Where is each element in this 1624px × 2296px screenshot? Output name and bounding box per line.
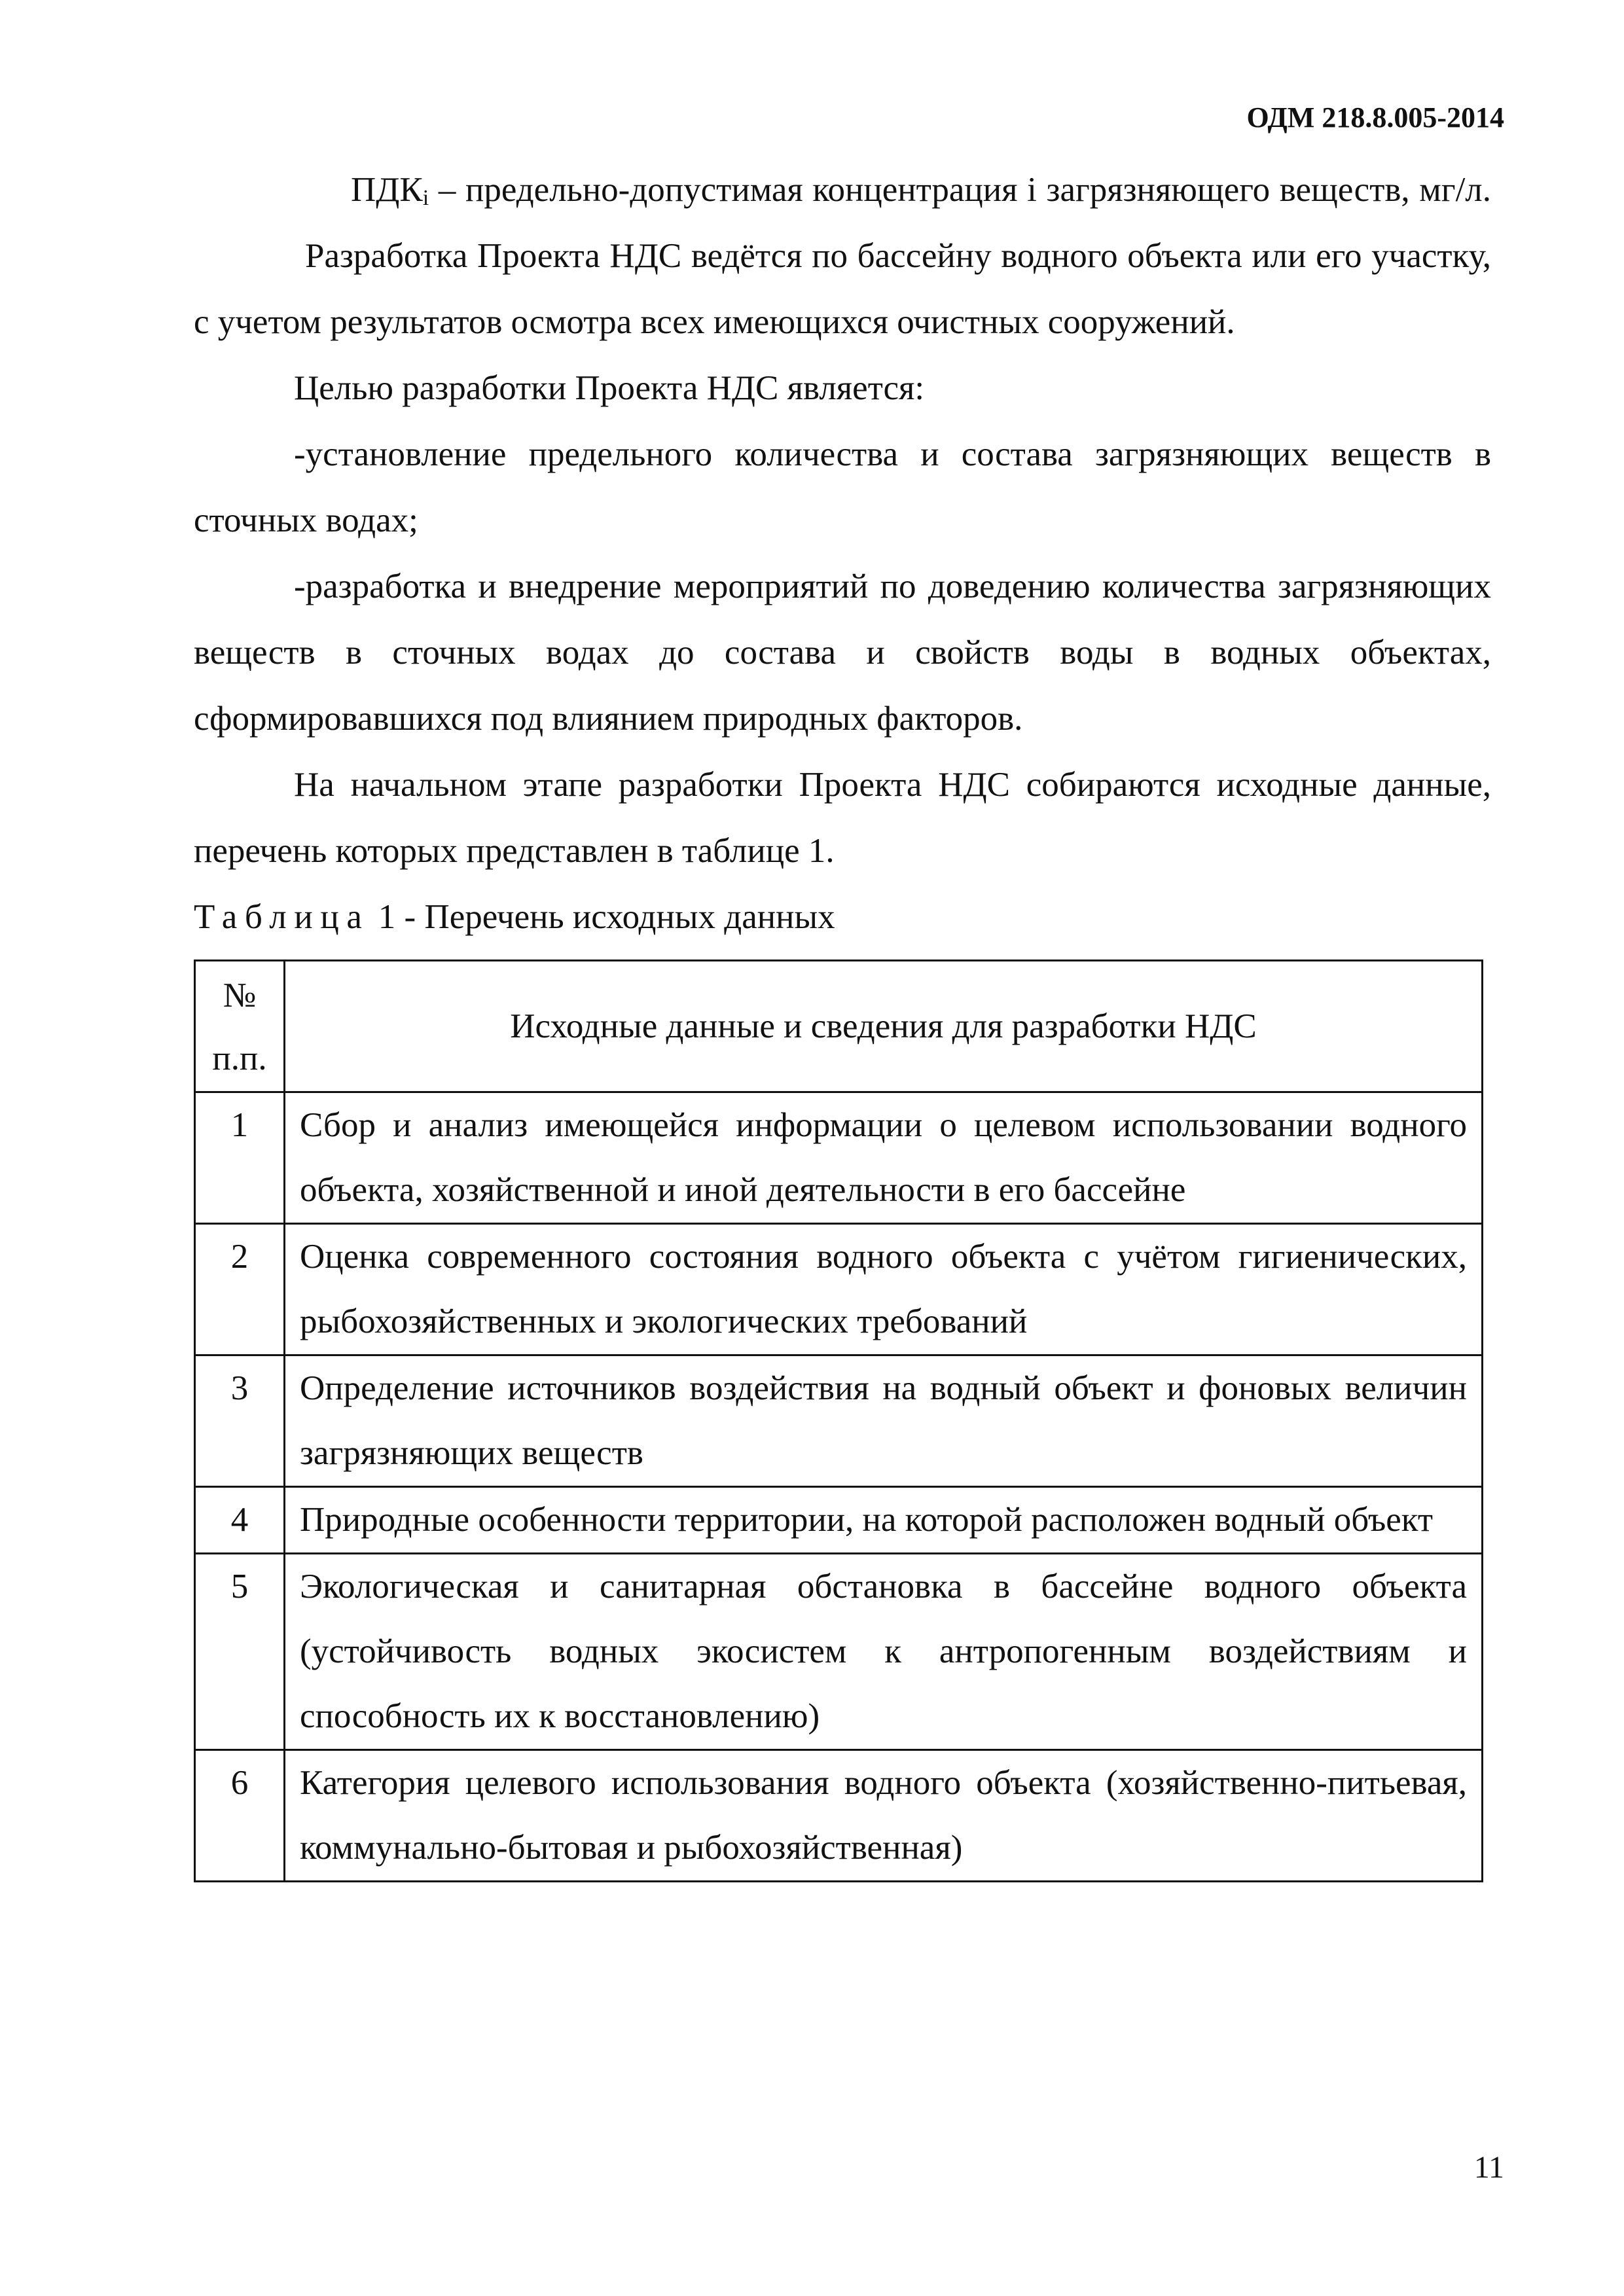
row-number: 2 [195, 1224, 285, 1355]
row-description: Природные особенности территории, на которой расположен водный объект [285, 1487, 1483, 1554]
header-description-cell: Исходные данные и сведения для разработки НДС [285, 961, 1483, 1092]
table-caption-rest: 1 - Перечень исходных данных [369, 898, 835, 936]
paragraph-development-basis: Разработка Проекта НДС ведётся по бассейну водного объекта или его участку, с учетом результатов осмотра всех имеющихся очистных сооружений. [194, 237, 1491, 341]
page-number: 11 [1473, 2150, 1504, 2185]
paragraph-goal-2: -разработка и внедрение мероприятий по доведению количества загрязняющих веществ в сточных водах до состава и свойств воды в водных объектах, сформировавшихся под влиянием природных факторов. [194, 567, 1491, 738]
row-number: 3 [195, 1355, 285, 1487]
definition-paragraph [194, 157, 1491, 223]
table-caption-word: Таблица [194, 898, 370, 936]
row-number: 6 [195, 1750, 285, 1882]
row-description: Оценка современного состояния водного объекта с учётом гигиенических, рыбохозяйственных и экологических требований [285, 1224, 1483, 1355]
paragraph-goal-1: -установление предельного количества и состава загрязняющих веществ в сточных водах; [194, 435, 1491, 539]
definition-subscript: i [422, 186, 429, 210]
table-row [195, 1355, 1483, 1487]
table-row [195, 1224, 1483, 1355]
header-number-cell [195, 961, 285, 1092]
row-number: 1 [195, 1092, 285, 1224]
page-content [194, 157, 1491, 1882]
row-description: Определение источников воздействия на водный объект и фоновых величин загрязняющих веществ [285, 1355, 1483, 1487]
paragraph-goal-intro: Целью разработки Проекта НДС является: [294, 369, 925, 407]
row-number: 5 [195, 1554, 285, 1750]
table-caption [194, 884, 1491, 950]
header-number-sign: № [223, 977, 257, 1014]
table-row [195, 1092, 1483, 1224]
row-description: Сбор и анализ имеющейся информации о целевом использовании водного объекта, хозяйственной и иной деятельности в его бассейне [285, 1092, 1483, 1224]
table-row [195, 1750, 1483, 1882]
definition-text: – предельно-допустимая концентрация i загрязняющего веществ, мг/л. [429, 171, 1491, 209]
paragraph-initial-stage: На начальном этапе разработки Проекта НДС собираются исходные данные, перечень которых представлен в таблице 1. [194, 766, 1491, 870]
row-number: 4 [195, 1487, 285, 1554]
row-description: Категория целевого использования водного объекта (хозяйственно-питьевая, коммунально-бытовая и рыбохозяйственная) [285, 1750, 1483, 1882]
initial-data-table [194, 960, 1483, 1882]
row-description: Экологическая и санитарная обстановка в бассейне водного объекта (устойчивость водных экосистем к антропогенным воздействиям и способность их к восстановлению) [285, 1554, 1483, 1750]
table-row [195, 1554, 1483, 1750]
document-code: ОДМ 218.8.005-2014 [1246, 101, 1504, 134]
header-number-abbrev: п.п. [212, 1039, 267, 1077]
table-header-row [195, 961, 1483, 1092]
table-row [195, 1487, 1483, 1554]
definition-symbol: ПДК [351, 171, 423, 209]
